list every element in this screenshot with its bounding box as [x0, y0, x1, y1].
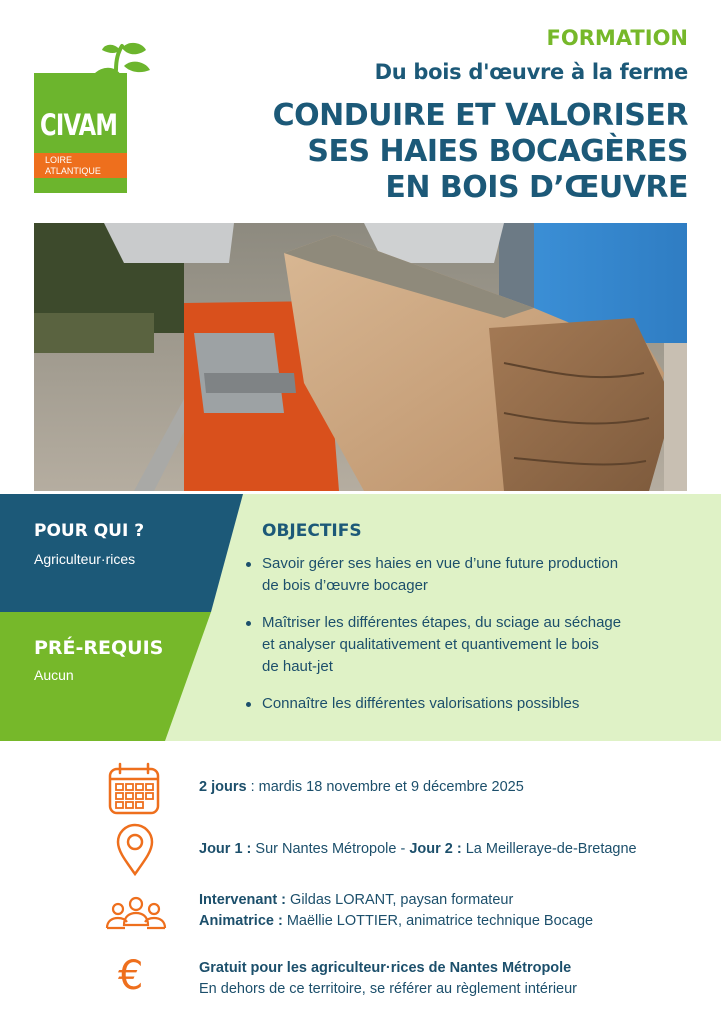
page-title [273, 98, 688, 206]
objectives-title: OBJECTIFS [262, 521, 362, 541]
facilitator-line [199, 911, 593, 932]
location-day2-value: La Meilleraye-de-Bretagne [461, 841, 637, 857]
objective-line: Maîtriser les différentes étapes, du sciage au séchage [262, 614, 622, 631]
speaker-label: Intervenant : [199, 892, 287, 908]
page-title-line3: EN BOIS D’ŒUVRE [385, 170, 688, 205]
speakers-text [199, 890, 593, 932]
sawmill-log-photo [34, 223, 687, 491]
dates-text [199, 777, 524, 798]
location-pin-icon [115, 823, 155, 877]
logo-region-line2: ATLANTIQUE [45, 166, 101, 176]
speaker-line [199, 890, 593, 911]
objective-item [244, 693, 664, 715]
price-line1: Gratuit pour les agriculteur·rices de Nantes Métropole [199, 960, 572, 976]
subtitle: Du bois d'œuvre à la ferme [374, 60, 688, 84]
location-day2-label: Jour 2 : [409, 841, 462, 857]
location-day1-value: Sur Nantes Métropole - [251, 841, 410, 857]
logo-wordmark: CIVAM [40, 108, 118, 142]
sawmill-photo [34, 223, 687, 491]
objective-line: Savoir gérer ses haies en vue d’une future production [262, 555, 619, 572]
logo-region-line1: LOIRE [45, 155, 73, 165]
objective-line: de haut-jet [262, 658, 333, 675]
facilitator-label: Animatrice : [199, 913, 283, 929]
objective-line: et analyser qualitativement et quantivement le bois [262, 636, 599, 653]
prerequisites-text: Aucun [34, 667, 74, 683]
objective-line: de bois d’œuvre bocager [262, 577, 428, 594]
audience-title: POUR QUI ? [34, 521, 145, 541]
euro-icon: € [118, 953, 144, 999]
civam-logo [34, 40, 152, 178]
objective-item [244, 612, 664, 678]
location-day1-label: Jour 1 : [199, 841, 252, 857]
objectives-list [244, 553, 664, 730]
logo-region [34, 153, 127, 178]
price-line2: En dehors de ce territoire, se référer au règlement intérieur [199, 981, 577, 997]
price-text [199, 958, 577, 1000]
objective-item [244, 553, 664, 597]
page-title-line2: SES HAIES BOCAGÈRES [307, 134, 688, 169]
facilitator-value: Maëllie LOTTIER, animatrice technique Bocage [282, 913, 594, 929]
people-group-icon [104, 895, 168, 931]
location-text [199, 839, 637, 860]
audience-text: Agriculteur·rices [34, 551, 136, 567]
dates-value: : mardis 18 novembre et 9 décembre 2025 [246, 779, 524, 795]
prerequisites-title: PRÉ-REQUIS [34, 637, 164, 659]
calendar-icon [104, 762, 162, 816]
dates-label: 2 jours [199, 779, 247, 795]
kicker-formation: FORMATION [546, 26, 688, 50]
speaker-value: Gildas LORANT, paysan formateur [286, 892, 514, 908]
objective-line: Connaître les différentes valorisations possibles [262, 695, 580, 712]
page-title-line1: CONDUIRE ET VALORISER [272, 98, 688, 133]
